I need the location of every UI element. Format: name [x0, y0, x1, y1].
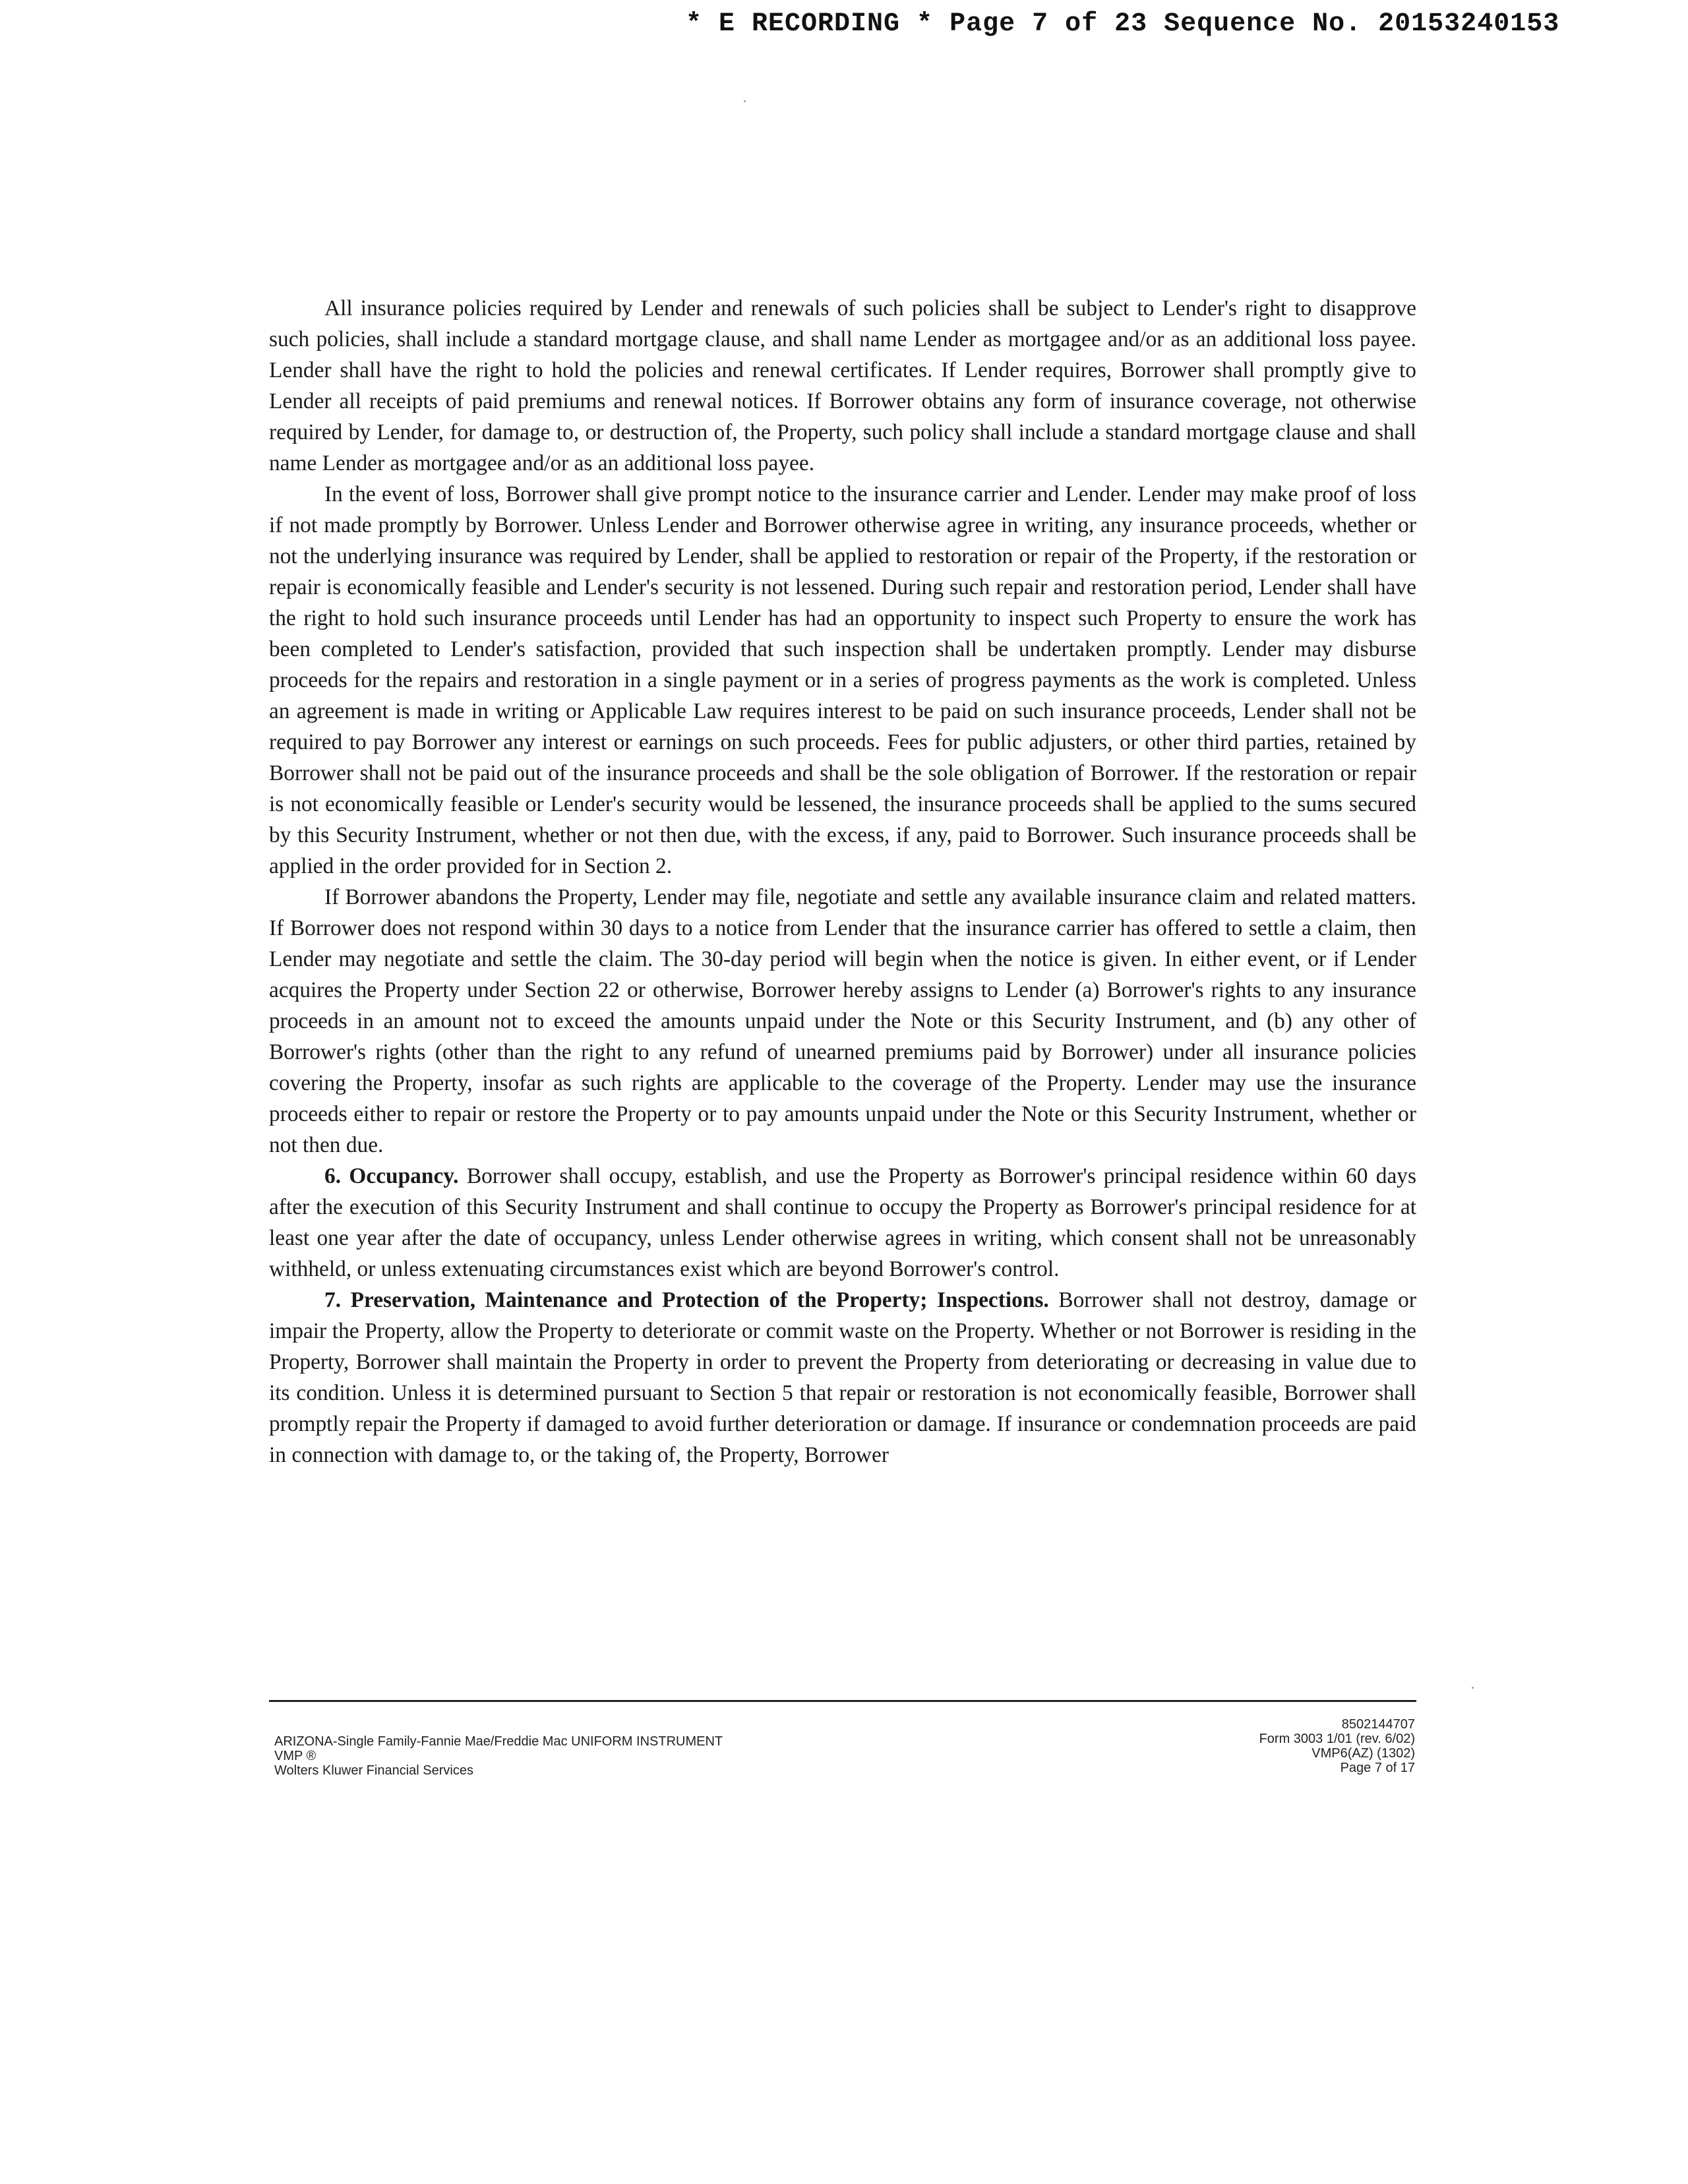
paragraph-abandonment: [269, 882, 1416, 1161]
paragraph-text: In the event of loss, Borrower shall give prompt notice to the insurance carrier and Lender. Lender may make proof of loss if not made promptly by Borrower. Unless Lender and Borrower otherwise agree in writing, any insurance proceeds, whether or not the underlying insurance was required by Lender, shall be applied to restoration or repair of the Property, if the restoration or repair is economically feasible and Lender's security is not lessened. During such repair and restoration period, Lender shall have the right to hold such insurance proceeds until Lender has had an opportunity to inspect such Property to ensure the work has been completed to Lender's satisfaction, provided that such inspection shall be undertaken promptly. Lender may disburse proceeds for the repairs and restoration in a single payment or in a series of progress payments as the work is completed. Unless an agreement is made in writing or Applicable Law requires interest to be paid on such insurance proceeds, Lender shall not be required to pay Borrower any interest or earnings on such proceeds. Fees for public adjusters, or other third parties, retained by Borrower shall not be paid out of the insurance proceeds and shall be the sole obligation of Borrower. If the restoration or repair is not economically feasible or Lender's security would be lessened, the insurance proceeds shall be applied to the sums secured by this Security Instrument, whether or not then due, with the excess, if any, paid to Borrower. Such insurance proceeds shall be applied in the order provided for in Section 2.: [269, 482, 1416, 878]
publisher: Wolters Kluwer Financial Services: [274, 1763, 473, 1778]
footer-left: [274, 1734, 723, 1778]
vmp-mark: VMP ®: [274, 1749, 316, 1763]
paragraph-text: All insurance policies required by Lender and renewals of such policies shall be subject to Lender's right to disapprove such policies, shall include a standard mortgage clause, and shall name Lender as mortgagee and/or as an additional loss payee. Lender shall have the right to hold the policies and renewal certificates. If Lender requires, Borrower shall promptly give to Lender all receipts of paid premiums and renewal notices. If Borrower obtains any form of insurance coverage, not otherwise required by Lender, for damage to, or destruction of, the Property, such policy shall include a standard mortgage clause and shall name Lender as mortgagee and/or as an additional loss payee.: [269, 296, 1416, 475]
footer-divider: [269, 1700, 1416, 1702]
form-number: Form 3003 1/01 (rev. 6/02): [1259, 1732, 1415, 1746]
paragraph-event-of-loss: [269, 479, 1416, 882]
section-heading: 7. Preservation, Maintenance and Protection of the Property; Inspections.: [324, 1288, 1049, 1312]
footer-right: [1259, 1717, 1415, 1775]
form-title: ARIZONA-Single Family-Fannie Mae/Freddie Mac UNIFORM INSTRUMENT: [274, 1734, 723, 1749]
section-6-occupancy: [269, 1161, 1416, 1285]
recording-header: * E RECORDING * Page 7 of 23 Sequence No. 20153240153: [686, 9, 1560, 39]
paragraph-text: Borrower shall occupy, establish, and use the Property as Borrower's principal residence within 60 days after the execution of this Security Instrument and shall continue to occupy the Property as Borrower's principal residence for at least one year after the date of occupancy, unless Lender otherwise agrees in writing, which consent shall not be unreasonably withheld, or unless extenuating circumstances exist which are beyond Borrower's control.: [269, 1164, 1416, 1281]
paragraph-insurance-policies: [269, 293, 1416, 479]
loan-number: 8502144707: [1341, 1717, 1415, 1732]
section-heading: 6. Occupancy.: [324, 1164, 459, 1188]
scan-speck: [1472, 1687, 1474, 1689]
scan-speck: [744, 100, 746, 102]
vmp-code: VMP6(AZ) (1302): [1311, 1746, 1415, 1761]
section-7-preservation: [269, 1285, 1416, 1471]
document-body: [269, 293, 1416, 1471]
page-label: Page 7 of 17: [1340, 1761, 1415, 1775]
paragraph-text: Borrower shall not destroy, damage or impair the Property, allow the Property to deteriorate or commit waste on the Property. Whether or not Borrower is residing in the Property, Borrower shall maintain the Property in order to prevent the Property from deteriorating or decreasing in value due to its condition. Unless it is determined pursuant to Section 5 that repair or restoration is not economically feasible, Borrower shall promptly repair the Property if damaged to avoid further deterioration or damage. If insurance or condemnation proceeds are paid in connection with damage to, or the taking of, the Property, Borrower: [269, 1288, 1416, 1467]
paragraph-text: If Borrower abandons the Property, Lender may file, negotiate and settle any available insurance claim and related matters. If Borrower does not respond within 30 days to a notice from Lender that the insurance carrier has offered to settle a claim, then Lender may negotiate and settle the claim. The 30-day period will begin when the notice is given. In either event, or if Lender acquires the Property under Section 22 or otherwise, Borrower hereby assigns to Lender (a) Borrower's rights to any insurance proceeds in an amount not to exceed the amounts unpaid under the Note or this Security Instrument, and (b) any other of Borrower's rights (other than the right to any refund of unearned premiums paid by Borrower) under all insurance policies covering the Property, insofar as such rights are applicable to the coverage of the Property. Lender may use the insurance proceeds either to repair or restore the Property or to pay amounts unpaid under the Note or this Security Instrument, whether or not then due.: [269, 885, 1416, 1157]
